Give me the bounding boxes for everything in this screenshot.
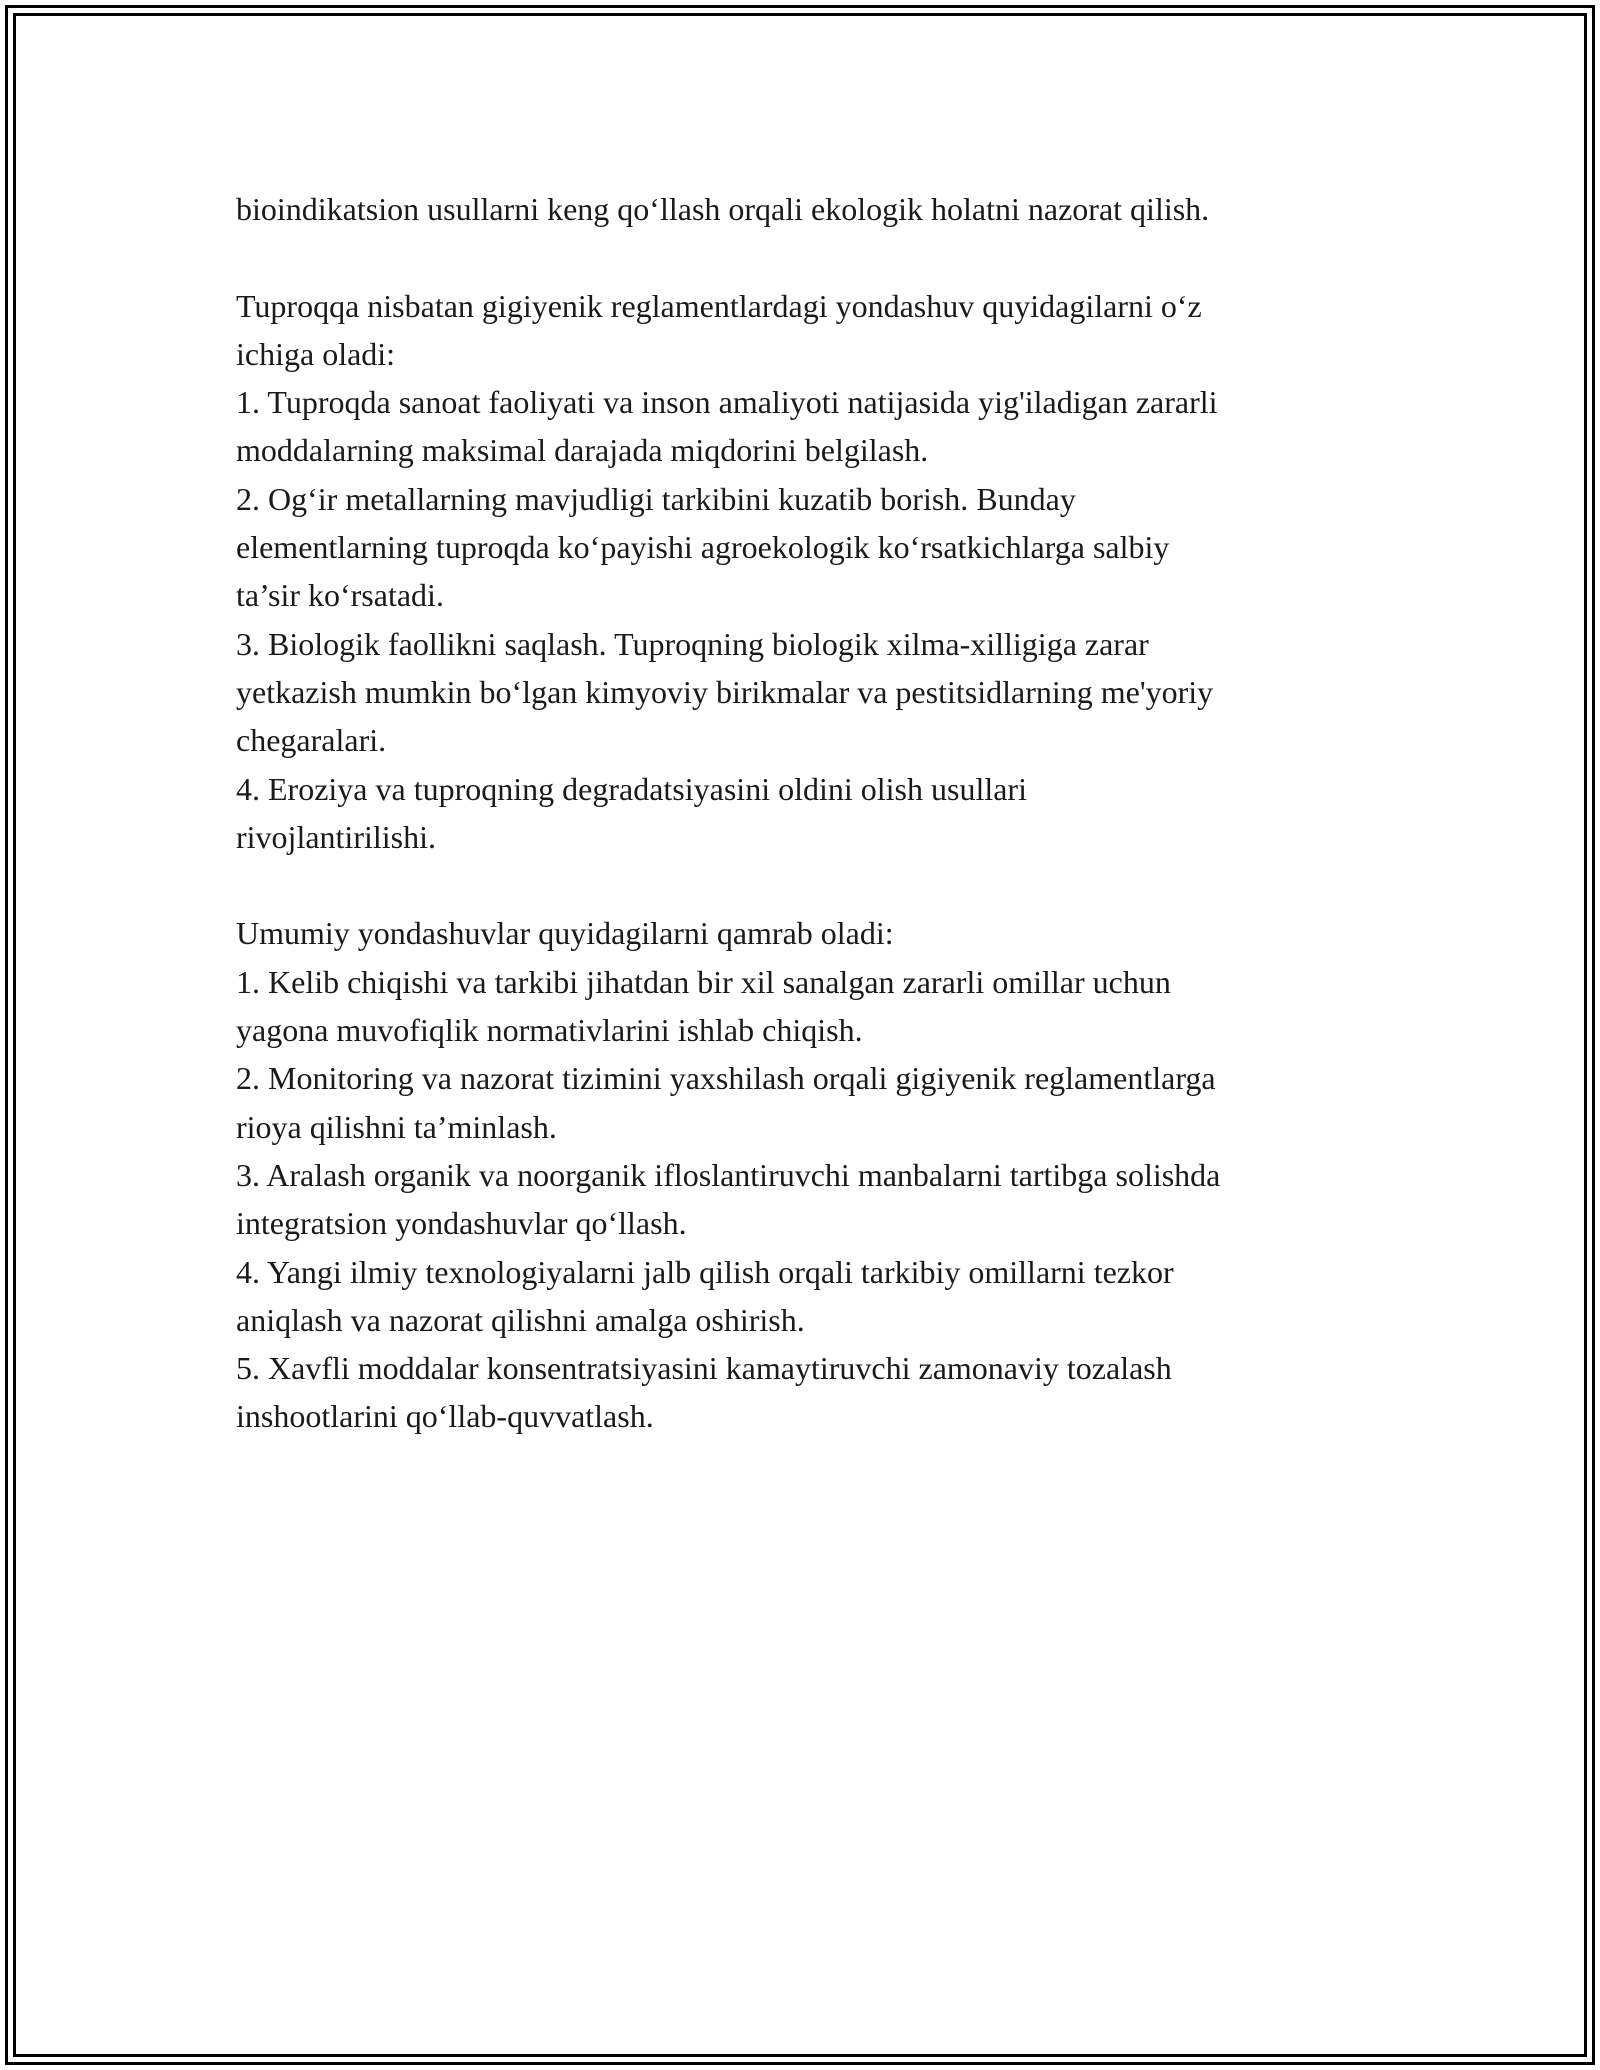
- list-item-line: 5. Xavfli moddalar konsentratsiyasini kamaytiruvchi zamonaviy tozalash: [236, 1350, 1172, 1387]
- list-item-line: moddalarning maksimal darajada miqdorini belgilash.: [236, 432, 929, 469]
- list-item-line: 1. Tuproqda sanoat faoliyati va inson amaliyoti natijasida yig'iladigan zararli: [236, 384, 1218, 421]
- list-item: [236, 620, 1396, 765]
- list-item-line: 4. Eroziya va tuproqning degradatsiyasini oldini olish usullari: [236, 770, 1027, 807]
- section-soil-regulations: [236, 282, 1396, 862]
- list-item: [236, 475, 1396, 620]
- section-heading-line: ichiga oladi:: [236, 335, 396, 372]
- list-item: [236, 1151, 1396, 1248]
- list-item-line: 3. Aralash organik va noorganik ifloslantiruvchi manbalarni tartibga solishda: [236, 1156, 1221, 1193]
- paragraph-spacer: [236, 233, 1396, 281]
- list-item-line: 3. Biologik faollikni saqlash. Tuproqning biologik xilma-xilligiga zarar: [236, 625, 1149, 662]
- list-item-line: aniqlash va nazorat qilishni amalga oshirish.: [236, 1301, 805, 1338]
- list-item-line: inshootlarini qo‘llab-quvvatlash.: [236, 1398, 654, 1435]
- list-item-line: chegaralari.: [236, 722, 387, 759]
- list-item-line: integratsion yondashuvlar qo‘llash.: [236, 1205, 687, 1242]
- list-item-line: yetkazish mumkin bo‘lgan kimyoviy birikmalar va pestitsidlarning me'yoriy: [236, 673, 1214, 710]
- list-item-line: rivojlantirilishi.: [236, 818, 436, 855]
- section-heading-line: Tuproqqa nisbatan gigiyenik reglamentlardagi yondashuv quyidagilarni o‘z: [236, 287, 1202, 324]
- list-item-line: 1. Kelib chiqishi va tarkibi jihatdan bir xil sanalgan zararli omillar uchun: [236, 963, 1171, 1000]
- list-item: [236, 958, 1396, 1055]
- list-item-line: ta’sir ko‘rsatadi.: [236, 577, 444, 614]
- list-item: [236, 765, 1396, 862]
- list-item-line: yagona muvofiqlik normativlarini ishlab chiqish.: [236, 1012, 863, 1049]
- paragraph-spacer: [236, 861, 1396, 909]
- list-item-line: 2. Og‘ir metallarning mavjudligi tarkibini kuzatib borish. Bunday: [236, 480, 1076, 517]
- list-item-line: rioya qilishni ta’minlash.: [236, 1108, 557, 1145]
- section-general-approaches: [236, 909, 1396, 1440]
- list-item-line: 4. Yangi ilmiy texnologiyalarni jalb qilish orqali tarkibiy omillarni tezkor: [236, 1253, 1174, 1290]
- list-item-line: 2. Monitoring va nazorat tizimini yaxshilash orqali gigiyenik reglamentlarga: [236, 1060, 1216, 1097]
- document-body: [236, 185, 1396, 1441]
- list-item: [236, 1344, 1396, 1441]
- list-item-line: elementlarning tuproqda ko‘payishi agroekologik ko‘rsatkichlarga salbiy: [236, 529, 1170, 566]
- section-heading-line: Umumiy yondashuvlar quyidagilarni qamrab oladi:: [236, 915, 894, 952]
- intro-line: bioindikatsion usullarni keng qo‘llash orqali ekologik holatni nazorat qilish.: [236, 191, 1210, 227]
- list-item: [236, 378, 1396, 475]
- list-item: [236, 1054, 1396, 1151]
- list-item: [236, 1248, 1396, 1345]
